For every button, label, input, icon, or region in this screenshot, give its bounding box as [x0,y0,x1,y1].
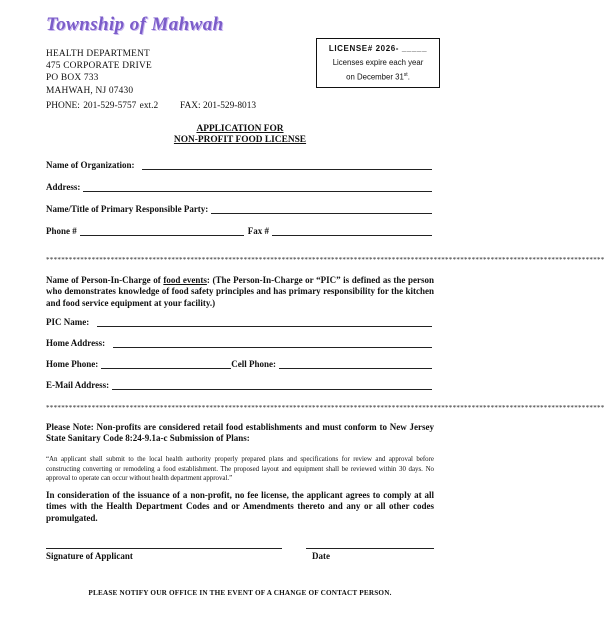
separator: *************************************************************************************************************************************************** [46,256,605,264]
phone-number: PHONE: 201-529-5757 ext.2 [46,101,159,111]
license-expiry-date: on December 31st. [346,72,410,82]
home-address-label: Home Address: [46,338,106,348]
date-label: Date [312,551,330,561]
cell-phone-label: Cell Phone: [231,359,276,369]
food-events-underlined: food events [163,275,207,285]
phone-label: Phone # [46,226,77,236]
email-input-line[interactable] [112,380,432,390]
phone-fax-field[interactable] [46,226,432,236]
consideration-paragraph: In consideration of the issuance of a non-profit, no fee license, the applicant agrees to comply at all times with the Health Department Codes and or Amendments thereto and any or all other codes promulgated. [46,490,434,523]
footer-notice: PLEASE NOTIFY OUR OFFICE IN THE EVENT OF A CHANGE OF CONTACT PERSON. [88,589,392,597]
home-cell-phone-field[interactable] [46,359,432,369]
address-line: 475 CORPORATE DRIVE [46,61,152,72]
email-field[interactable] [46,380,432,390]
date-line[interactable] [306,548,434,549]
address-field[interactable] [46,182,432,192]
form-title-line1: APPLICATION FOR [196,124,284,134]
license-number: LICENSE# 2026- _____ [328,44,428,53]
plans-quote-paragraph: “An applicant shall submit to the local health authority properly prepared plans and specifications for review and approval before constructing converting or remodeling a food establishment. The proposed layout and equipment shall be reviewed within 30 days. No approval to operate can occur without health department approval.” [46,456,434,483]
pic-name-input-line[interactable] [97,317,432,327]
separator: *************************************************************************************************************************************************** [46,404,605,412]
fax-label: Fax # [247,226,270,236]
pic-name-label: PIC Name: [46,317,90,327]
please-note-paragraph: Please Note: Non-profits are considered retail food establishments and must conform to New Jersey State Sanitary Code 8:24-9.1a-c Submission of Plans: [46,422,434,444]
form-title [0,124,480,146]
organization-label: Name of Organization: [46,160,135,170]
department-address [46,48,152,97]
township-logo: Township of Mahwah [46,14,224,35]
phone-input-line[interactable] [80,226,244,236]
address-input-line[interactable] [83,182,432,192]
license-expiry-text: Licenses expire each year [332,58,424,67]
license-box [316,38,440,88]
fax-number: FAX: 201-529-8013 [180,101,257,111]
signature-line[interactable] [46,548,282,549]
responsible-party-input-line[interactable] [211,204,432,214]
email-label: E-Mail Address: [46,380,110,390]
fax-input-line[interactable] [272,226,432,236]
home-phone-input-line[interactable] [101,359,231,369]
cell-phone-input-line[interactable] [279,359,432,369]
signature-label: Signature of Applicant [46,551,133,561]
organization-field[interactable] [46,160,432,170]
address-line: MAHWAH, NJ 07430 [46,85,134,96]
pic-definition-paragraph: Name of Person-In-Charge of food events: (The Person-In-Charge or “PIC” is defined as the person who demonstrates knowledge of food safety principles and has primary responsibility for the kitchen and food service equipment at your facility.) [46,275,435,308]
home-address-field[interactable] [46,338,432,348]
organization-input-line[interactable] [142,160,432,170]
responsible-party-label: Name/Title of Primary Responsible Party: [46,204,209,214]
address-label: Address: [46,182,81,192]
form-title-line2: NON-PROFIT FOOD LICENSE [173,135,307,145]
address-line: PO BOX 733 [46,73,99,84]
responsible-party-field[interactable] [46,204,432,214]
pic-name-field[interactable] [46,317,432,327]
home-phone-label: Home Phone: [46,359,99,369]
home-address-input-line[interactable] [113,338,432,348]
address-line: HEALTH DEPARTMENT [46,49,150,59]
